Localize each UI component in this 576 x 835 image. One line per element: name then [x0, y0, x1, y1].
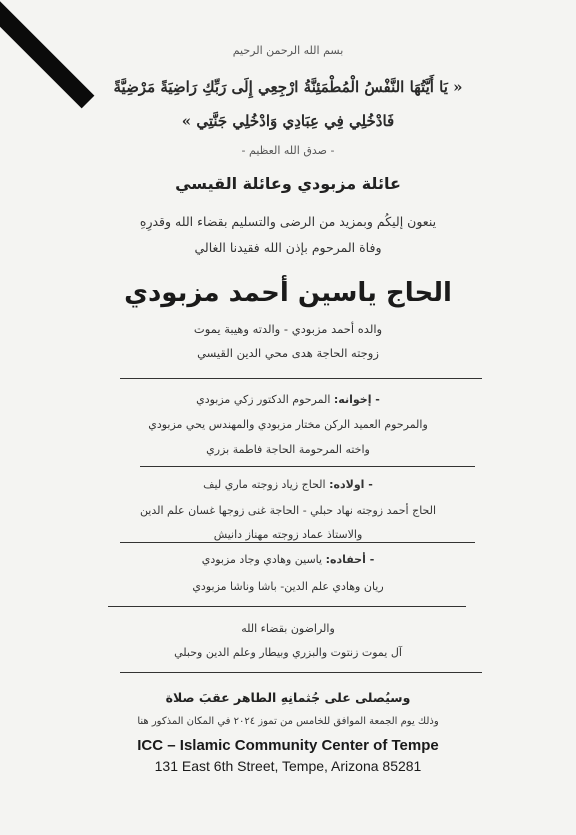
- announcement-line-2: وفاة المرحوم بإذن الله فقيدنا الغالي: [194, 240, 382, 255]
- grandchildren-line-1: [0, 553, 576, 566]
- divider: [120, 542, 475, 543]
- parents-line: والده أحمد مزبودي - والدته وهيبة يموت: [193, 322, 383, 336]
- funeral-prayer-line: وسيُصلى على جُثمانِهِ الطاهر عقبَ صلاة: [165, 690, 411, 705]
- wife-line: زوجته الحاجة هدى محي الدين القيسي: [197, 346, 379, 360]
- divider: [108, 606, 466, 607]
- divider: [140, 466, 475, 467]
- venue-address: 131 East 6th Street, Tempe, Arizona 85281: [154, 758, 422, 774]
- grandchildren-text-1: ياسين وهادي وجاد مزبودي: [201, 553, 323, 566]
- deceased-name: الحاج ياسين أحمد مزبودي: [124, 278, 452, 308]
- divider: [120, 378, 482, 379]
- basmala: بسم الله الرحمن الرحيم: [232, 44, 344, 57]
- brothers-line-1: [0, 393, 576, 406]
- families-heading: عائلة مزبودي وعائلة القيسي: [175, 174, 401, 193]
- children-line-1: [0, 478, 576, 491]
- mourners-line-1: والراضون بقضاء الله: [241, 622, 335, 635]
- announcement-line-1: ينعون إليكُم وبمزيد من الرضى والتسليم بقضاء الله وقدرِهِ: [139, 214, 437, 229]
- grandchildren-line-2: ريان وهادي علم الدين- باشا وناشا مزبودي: [192, 580, 384, 593]
- children-text-1: الحاج زياد زوجته ماري ليف: [203, 478, 326, 491]
- quran-verse-line-2: فَادْخُلِي فِي عِبَادِي وَادْخُلِي جَنَّتِي »: [181, 112, 395, 130]
- venue-name: ICC – Islamic Community Center of Tempe: [137, 737, 439, 754]
- brothers-line-2: والمرحوم العميد الركن مختار مزبودي والمهندس يحي مزبودي: [148, 418, 428, 431]
- brothers-text-1: المرحوم الدكتور زكي مزبودي: [196, 393, 331, 406]
- brothers-label: - إخوانه:: [333, 393, 380, 406]
- children-label: - اولاده:: [329, 478, 373, 491]
- brothers-line-3: واخته المرحومة الحاجة فاطمة بزري: [206, 443, 370, 456]
- quran-verse-line-1: « يَا أَيَّتُهَا النَّفْسُ الْمُطْمَئِنَّةُ ارْجِعِي إِلَى رَبِّكِ رَاضِيَةً مَرْضِيَّةً: [113, 78, 463, 96]
- children-line-2: الحاج أحمد زوجته نهاد حبلي - الحاجة غنى زوجها غسان علم الدين: [139, 504, 437, 517]
- children-line-3: والاستاذ عماد زوجته مهناز دانيش: [213, 528, 363, 541]
- divider: [120, 672, 482, 673]
- sadaq-allah: - صدق الله العظيم -: [241, 144, 335, 157]
- mourners-line-2: آل يموت زنتوت والبزري وبيطار وعلم الدين وحبلي: [174, 646, 402, 659]
- grandchildren-label: - أحفاده:: [325, 553, 375, 566]
- funeral-date-line: وذلك يوم الجمعة الموافق للخامس من تموز ٢٠٢٤ في المكان المذكور هنا: [137, 716, 439, 727]
